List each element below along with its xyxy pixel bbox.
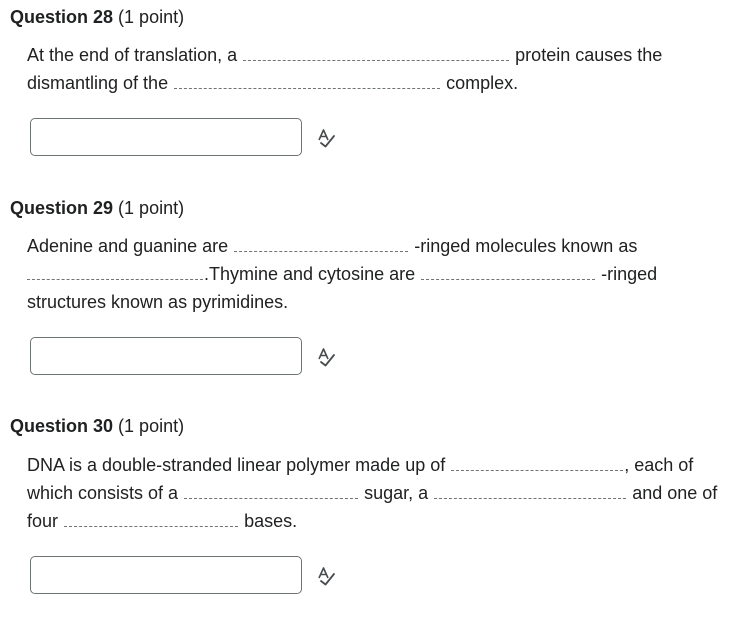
question-text: dismantling of the bbox=[27, 73, 169, 93]
question-text: -ringed bbox=[601, 264, 658, 284]
question-number: Question 29 bbox=[10, 198, 114, 218]
question-text-line bbox=[27, 44, 662, 66]
question-points: (1 point) bbox=[118, 198, 185, 218]
question-text-line bbox=[27, 72, 518, 94]
question-text: .Thymine and cytosine are bbox=[204, 264, 416, 284]
question-number: Question 30 bbox=[10, 416, 114, 436]
blank-line bbox=[64, 512, 238, 527]
question-text-line bbox=[27, 235, 637, 257]
question-text-line bbox=[27, 454, 693, 476]
question-text: which consists of a bbox=[27, 483, 179, 503]
question-text-line bbox=[27, 291, 288, 313]
answer-input[interactable] bbox=[30, 337, 302, 375]
question-text: At the end of translation, a bbox=[27, 45, 238, 65]
blank-line bbox=[451, 456, 623, 471]
question-number: Question 28 bbox=[10, 7, 114, 27]
question-text-line bbox=[27, 482, 717, 504]
question-text: structures known as pyrimidines. bbox=[27, 292, 289, 312]
blank-line bbox=[421, 265, 595, 280]
question-text: complex. bbox=[446, 73, 519, 93]
question-text: bases. bbox=[244, 511, 298, 531]
question-points: (1 point) bbox=[118, 7, 185, 27]
spellcheck-icon[interactable] bbox=[316, 347, 338, 367]
question-text: protein causes the bbox=[515, 45, 663, 65]
question-text: and one of bbox=[632, 483, 718, 503]
blank-line bbox=[184, 484, 358, 499]
question-heading bbox=[10, 415, 184, 437]
question-heading bbox=[10, 197, 184, 219]
question-text-line bbox=[27, 510, 297, 532]
spellcheck-icon[interactable] bbox=[316, 128, 338, 148]
question-heading bbox=[10, 6, 184, 28]
question-text: -ringed molecules known as bbox=[414, 236, 638, 256]
blank-line bbox=[174, 74, 440, 89]
spellcheck-icon[interactable] bbox=[316, 566, 338, 586]
answer-input[interactable] bbox=[30, 556, 302, 594]
question-text-line bbox=[27, 263, 657, 285]
blank-line bbox=[243, 46, 509, 61]
question-text: four bbox=[27, 511, 59, 531]
question-text: Adenine and guanine are bbox=[27, 236, 229, 256]
question-points: (1 point) bbox=[118, 416, 185, 436]
blank-line bbox=[234, 237, 408, 252]
blank-line bbox=[27, 265, 203, 280]
answer-input[interactable] bbox=[30, 118, 302, 156]
question-text: sugar, a bbox=[364, 483, 429, 503]
question-text: DNA is a double-stranded linear polymer made up of bbox=[27, 455, 446, 475]
blank-line bbox=[434, 484, 626, 499]
question-text: , each of bbox=[624, 455, 694, 475]
